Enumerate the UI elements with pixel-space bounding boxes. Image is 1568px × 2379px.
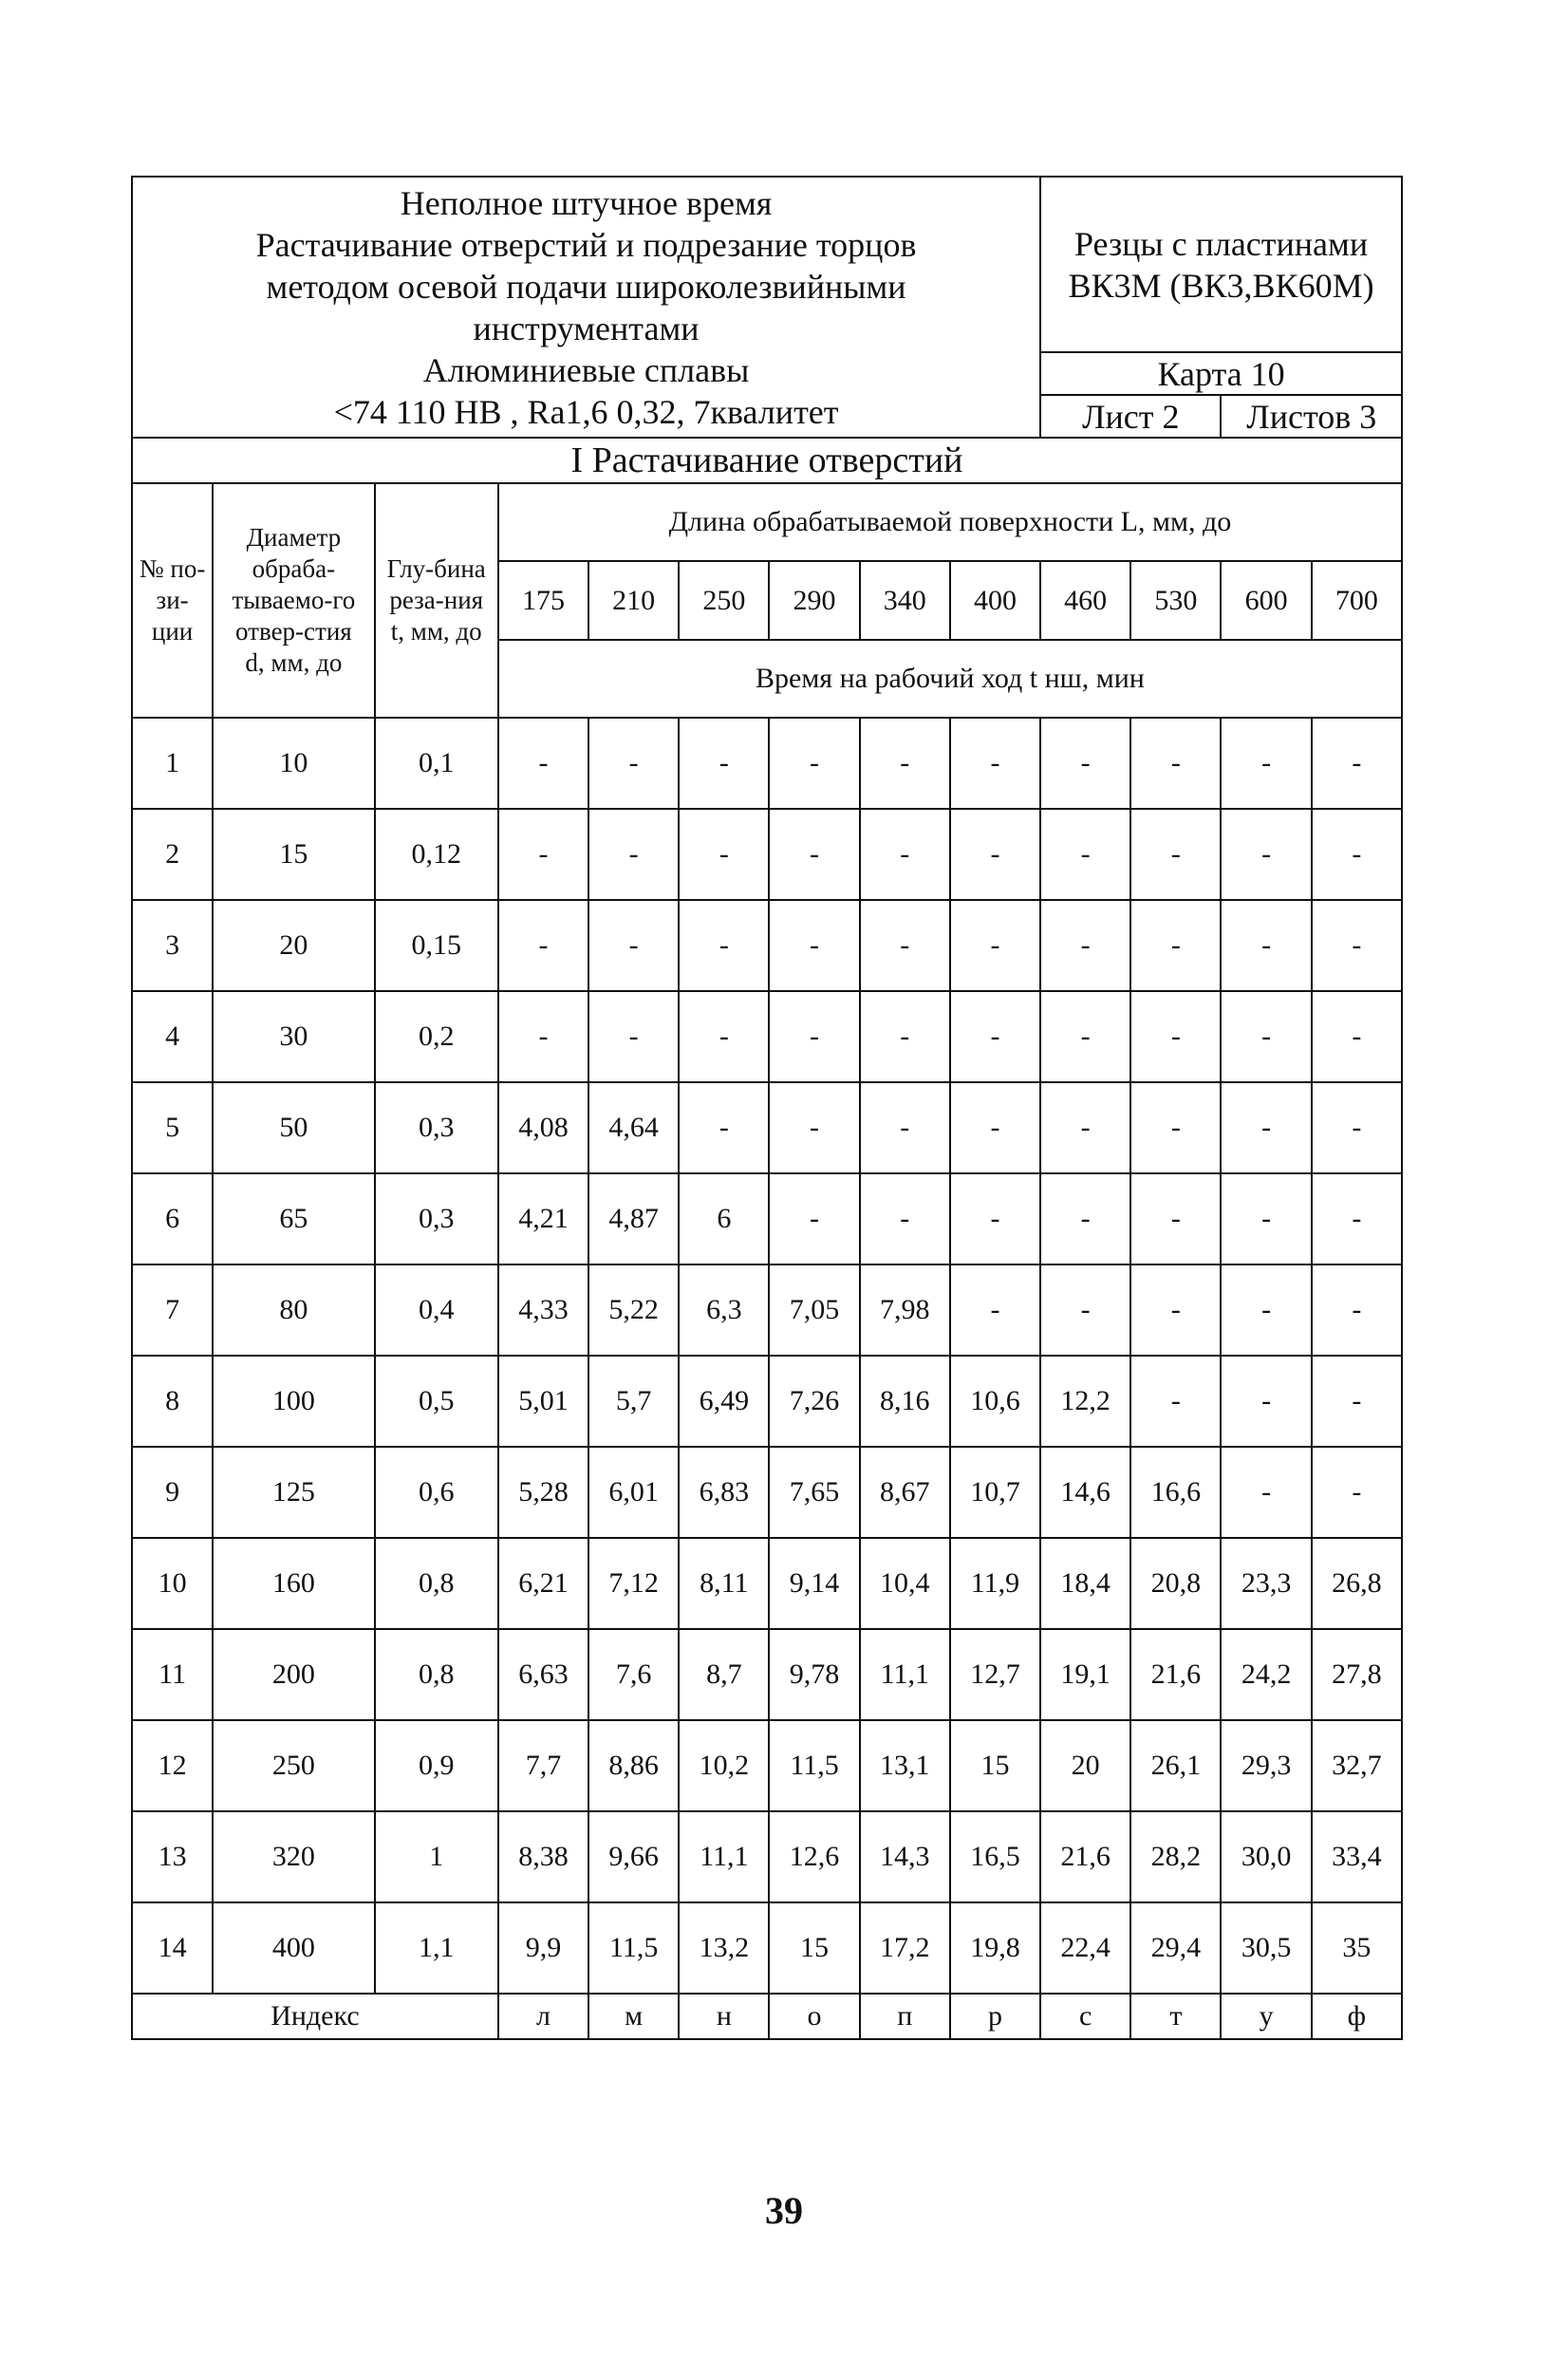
time-cell: 22,4 (1040, 1902, 1130, 1994)
length-value: 250 (679, 561, 769, 640)
time-cell: 7,98 (860, 1264, 950, 1356)
time-cell: 8,7 (679, 1629, 769, 1720)
time-cell: - (1312, 1447, 1402, 1538)
time-cell: - (950, 718, 1040, 809)
time-cell: - (1040, 1082, 1130, 1173)
table-row (132, 1356, 1402, 1447)
time-cell: - (679, 718, 769, 809)
time-cell: - (1221, 900, 1311, 991)
time-cell: - (588, 809, 679, 900)
time-cell: 29,3 (1221, 1720, 1311, 1811)
time-cell: - (1040, 1173, 1130, 1264)
time-cell: - (1312, 1173, 1402, 1264)
time-cell: - (860, 1082, 950, 1173)
table-row (132, 1082, 1402, 1173)
col-position-label: № по-зи-ции (139, 554, 206, 646)
diameter-cell: 250 (213, 1720, 374, 1811)
position-cell: 5 (132, 1082, 213, 1173)
time-cell: - (769, 1173, 859, 1264)
time-cell: 13,2 (679, 1902, 769, 1994)
header-title-line: инструментами (473, 309, 700, 347)
position-cell: 6 (132, 1173, 213, 1264)
diameter-cell: 50 (213, 1082, 374, 1173)
time-cell: 9,78 (769, 1629, 859, 1720)
time-cell: - (950, 1173, 1040, 1264)
time-cell: - (1312, 718, 1402, 809)
time-cell: 27,8 (1312, 1629, 1402, 1720)
table-row (132, 1720, 1402, 1811)
time-cell: 26,8 (1312, 1538, 1402, 1629)
time-cell: 24,2 (1221, 1629, 1311, 1720)
length-value: 460 (1040, 561, 1130, 640)
time-cell: 4,64 (588, 1082, 679, 1173)
time-cell: 30,0 (1221, 1811, 1311, 1902)
time-cell: - (498, 718, 588, 809)
header-title-line: Растачивание отверстий и подрезание торцов (255, 225, 917, 264)
time-cell: - (950, 991, 1040, 1082)
depth-cell: 1,1 (375, 1902, 498, 1994)
time-cell: 5,7 (588, 1356, 679, 1447)
position-cell: 12 (132, 1720, 213, 1811)
time-cell: 33,4 (1312, 1811, 1402, 1902)
length-value: 210 (588, 561, 679, 640)
time-cell: 10,7 (950, 1447, 1040, 1538)
time-cell: - (950, 1264, 1040, 1356)
time-cell: - (1312, 900, 1402, 991)
length-value: 600 (1221, 561, 1311, 640)
position-cell: 1 (132, 718, 213, 809)
depth-cell: 0,12 (375, 809, 498, 900)
time-cell: - (1130, 718, 1221, 809)
diameter-cell: 125 (213, 1447, 374, 1538)
time-cell: - (588, 991, 679, 1082)
time-cell: - (1221, 1173, 1311, 1264)
time-cell: 5,22 (588, 1264, 679, 1356)
time-cell: 11,5 (588, 1902, 679, 1994)
time-cell: - (1130, 1173, 1221, 1264)
diameter-cell: 20 (213, 900, 374, 991)
time-cell: 19,1 (1040, 1629, 1130, 1720)
table-row (132, 991, 1402, 1082)
depth-cell: 0,9 (375, 1720, 498, 1811)
diameter-cell: 160 (213, 1538, 374, 1629)
depth-cell: 0,5 (375, 1356, 498, 1447)
time-cell: 14,6 (1040, 1447, 1130, 1538)
time-cell: 11,1 (679, 1811, 769, 1902)
time-cell: 6,63 (498, 1629, 588, 1720)
time-cell: 7,05 (769, 1264, 859, 1356)
position-cell: 2 (132, 809, 213, 900)
time-cell: 5,01 (498, 1356, 588, 1447)
time-cell: 8,11 (679, 1538, 769, 1629)
index-letter: л (498, 1994, 588, 2039)
time-cell: 30,5 (1221, 1902, 1311, 1994)
time-cell: 10,4 (860, 1538, 950, 1629)
time-cell: 8,38 (498, 1811, 588, 1902)
table-row (132, 809, 1402, 900)
time-cell: 7,7 (498, 1720, 588, 1811)
time-cell: 14,3 (860, 1811, 950, 1902)
table-row (132, 1447, 1402, 1538)
table-row (132, 718, 1402, 809)
depth-cell: 0,8 (375, 1538, 498, 1629)
length-value: 175 (498, 561, 588, 640)
time-cell: 9,9 (498, 1902, 588, 1994)
time-cell: 35 (1312, 1902, 1402, 1994)
depth-cell: 0,2 (375, 991, 498, 1082)
card-number: Карта 10 (1040, 352, 1402, 395)
time-cell: 9,14 (769, 1538, 859, 1629)
time-cell: 11,5 (769, 1720, 859, 1811)
index-letter: о (769, 1994, 859, 2039)
table-row (132, 1538, 1402, 1629)
depth-cell: 0,1 (375, 718, 498, 809)
time-cell: - (498, 809, 588, 900)
time-cell: 16,6 (1130, 1447, 1221, 1538)
header-title-line: методом осевой подачи широколезвийными (266, 267, 906, 306)
time-cell: - (1040, 991, 1130, 1082)
time-cell: 15 (950, 1720, 1040, 1811)
depth-cell: 1 (375, 1811, 498, 1902)
time-cell: - (860, 809, 950, 900)
time-cell: 6,21 (498, 1538, 588, 1629)
index-letter: р (950, 1994, 1040, 2039)
section-title: I Растачивание отверстий (132, 438, 1402, 483)
time-cell: 10,6 (950, 1356, 1040, 1447)
time-cell: 26,1 (1130, 1720, 1221, 1811)
time-cell: - (769, 900, 859, 991)
col-position-header (132, 483, 213, 718)
position-cell: 11 (132, 1629, 213, 1720)
header-title-line: Алюминиевые сплавы (422, 350, 750, 389)
time-cell: - (950, 809, 1040, 900)
time-cell: 9,66 (588, 1811, 679, 1902)
time-cell: 4,08 (498, 1082, 588, 1173)
time-cell: 12,7 (950, 1629, 1040, 1720)
time-cell: - (588, 718, 679, 809)
length-value: 400 (950, 561, 1040, 640)
time-cell: 16,5 (950, 1811, 1040, 1902)
table-row (132, 1811, 1402, 1902)
time-cell: - (1221, 991, 1311, 1082)
time-cell: - (769, 809, 859, 900)
time-cell: 29,4 (1130, 1902, 1221, 1994)
time-cell: 19,8 (950, 1902, 1040, 1994)
time-cell: 17,2 (860, 1902, 950, 1994)
page-number: 39 (765, 2189, 803, 2232)
time-cell: 11,1 (860, 1629, 950, 1720)
time-cell: 6,49 (679, 1356, 769, 1447)
time-cell: 23,3 (1221, 1538, 1311, 1629)
time-cell: 13,1 (860, 1720, 950, 1811)
tool-line: Резцы с пластинами (1073, 224, 1369, 263)
header-conditions: <74 110 HB , Ra1,6 0,32, 7квалитет (333, 392, 839, 431)
diameter-cell: 400 (213, 1902, 374, 1994)
time-cell: - (1221, 1264, 1311, 1356)
time-cell: 32,7 (1312, 1720, 1402, 1811)
index-letter: м (588, 1994, 679, 2039)
time-cell: 21,6 (1040, 1811, 1130, 1902)
time-cell: - (1130, 1264, 1221, 1356)
depth-cell: 0,6 (375, 1447, 498, 1538)
time-cell: - (1312, 1356, 1402, 1447)
time-cell: - (1312, 1264, 1402, 1356)
time-cell: - (588, 900, 679, 991)
sheets-total: Листов 3 (1221, 395, 1402, 438)
diameter-cell: 30 (213, 991, 374, 1082)
position-cell: 3 (132, 900, 213, 991)
length-value: 340 (860, 561, 950, 640)
position-cell: 10 (132, 1538, 213, 1629)
time-cell: - (679, 900, 769, 991)
position-cell: 4 (132, 991, 213, 1082)
time-cell: - (1221, 718, 1311, 809)
time-cell: - (1312, 1082, 1402, 1173)
position-cell: 8 (132, 1356, 213, 1447)
time-cell: - (679, 991, 769, 1082)
time-cell: 4,33 (498, 1264, 588, 1356)
time-cell: - (679, 1082, 769, 1173)
time-cell: - (769, 1082, 859, 1173)
time-cell: - (1221, 809, 1311, 900)
time-cell: - (1040, 900, 1130, 991)
position-cell: 7 (132, 1264, 213, 1356)
time-cell: 21,6 (1130, 1629, 1221, 1720)
length-value: 530 (1130, 561, 1221, 640)
depth-cell: 0,4 (375, 1264, 498, 1356)
tool-block (1040, 177, 1402, 352)
time-cell: 6,83 (679, 1447, 769, 1538)
time-cell: 7,6 (588, 1629, 679, 1720)
index-label: Индекс (132, 1994, 498, 2039)
position-cell: 9 (132, 1447, 213, 1538)
diameter-cell: 320 (213, 1811, 374, 1902)
time-cell: 8,86 (588, 1720, 679, 1811)
time-cell: - (1130, 1082, 1221, 1173)
diameter-cell: 200 (213, 1629, 374, 1720)
time-cell: 20 (1040, 1720, 1130, 1811)
index-letter: н (679, 1994, 769, 2039)
time-cell: 7,12 (588, 1538, 679, 1629)
time-cell: - (950, 1082, 1040, 1173)
time-cell: 15 (769, 1902, 859, 1994)
diameter-cell: 80 (213, 1264, 374, 1356)
tool-line: ВК3М (ВК3,ВК60М) (1068, 266, 1374, 305)
norm-table (131, 176, 1403, 2040)
time-cell: - (860, 718, 950, 809)
index-letter: п (860, 1994, 950, 2039)
position-cell: 14 (132, 1902, 213, 1994)
time-cell: 7,26 (769, 1356, 859, 1447)
depth-cell: 0,3 (375, 1173, 498, 1264)
header-title-block (132, 177, 1040, 438)
time-cell: 11,9 (950, 1538, 1040, 1629)
time-cell: - (1312, 991, 1402, 1082)
time-cell: - (860, 1173, 950, 1264)
time-cell: - (1130, 809, 1221, 900)
time-cell: - (1130, 900, 1221, 991)
time-cell: - (860, 900, 950, 991)
time-cell: - (769, 991, 859, 1082)
index-letter: с (1040, 1994, 1130, 2039)
index-row (132, 1994, 1402, 2039)
col-depth-header (375, 483, 498, 718)
col-diameter-label: Диаметр обраба-тываемо-го отвер-стия d, мм, до (232, 523, 356, 677)
index-letter: ф (1312, 1994, 1402, 2039)
time-header: Время на рабочий ход t нш, мин (498, 640, 1402, 718)
time-cell: - (860, 991, 950, 1082)
table-row (132, 1902, 1402, 1994)
depth-cell: 0,3 (375, 1082, 498, 1173)
time-cell: - (1221, 1356, 1311, 1447)
time-cell: 6,01 (588, 1447, 679, 1538)
diameter-cell: 100 (213, 1356, 374, 1447)
header-title-line: Неполное штучное время (400, 183, 773, 222)
time-cell: - (1130, 1356, 1221, 1447)
time-cell: - (1312, 809, 1402, 900)
time-cell: - (498, 991, 588, 1082)
time-cell: 5,28 (498, 1447, 588, 1538)
time-cell: - (1040, 1264, 1130, 1356)
diameter-cell: 10 (213, 718, 374, 809)
time-cell: 8,67 (860, 1447, 950, 1538)
time-cell: 8,16 (860, 1356, 950, 1447)
time-cell: 4,21 (498, 1173, 588, 1264)
time-cell: - (950, 900, 1040, 991)
time-cell: 20,8 (1130, 1538, 1221, 1629)
time-cell: 12,6 (769, 1811, 859, 1902)
time-cell: 6 (679, 1173, 769, 1264)
time-cell: 12,2 (1040, 1356, 1130, 1447)
length-value: 700 (1312, 561, 1402, 640)
time-cell: - (1221, 1082, 1311, 1173)
time-cell: 6,3 (679, 1264, 769, 1356)
length-header: Длина обрабатываемой поверхности L, мм, до (498, 483, 1402, 561)
sheet-number: Лист 2 (1040, 395, 1221, 438)
time-cell: - (1130, 991, 1221, 1082)
time-cell: 18,4 (1040, 1538, 1130, 1629)
time-cell: 7,65 (769, 1447, 859, 1538)
time-cell: 4,87 (588, 1173, 679, 1264)
table-row (132, 1264, 1402, 1356)
depth-cell: 0,15 (375, 900, 498, 991)
col-depth-label: Глу-бина реза-ния t, мм, до (386, 554, 486, 646)
index-letter: у (1221, 1994, 1311, 2039)
index-letter: т (1130, 1994, 1221, 2039)
table-row (132, 900, 1402, 991)
time-cell: - (1040, 809, 1130, 900)
col-diameter-header (213, 483, 374, 718)
time-cell: - (769, 718, 859, 809)
time-cell: - (498, 900, 588, 991)
length-value: 290 (769, 561, 859, 640)
table-row (132, 1629, 1402, 1720)
table-row (132, 1173, 1402, 1264)
position-cell: 13 (132, 1811, 213, 1902)
time-cell: 10,2 (679, 1720, 769, 1811)
depth-cell: 0,8 (375, 1629, 498, 1720)
diameter-cell: 15 (213, 809, 374, 900)
time-cell: - (679, 809, 769, 900)
diameter-cell: 65 (213, 1173, 374, 1264)
time-cell: - (1040, 718, 1130, 809)
time-cell: 28,2 (1130, 1811, 1221, 1902)
time-cell: - (1221, 1447, 1311, 1538)
